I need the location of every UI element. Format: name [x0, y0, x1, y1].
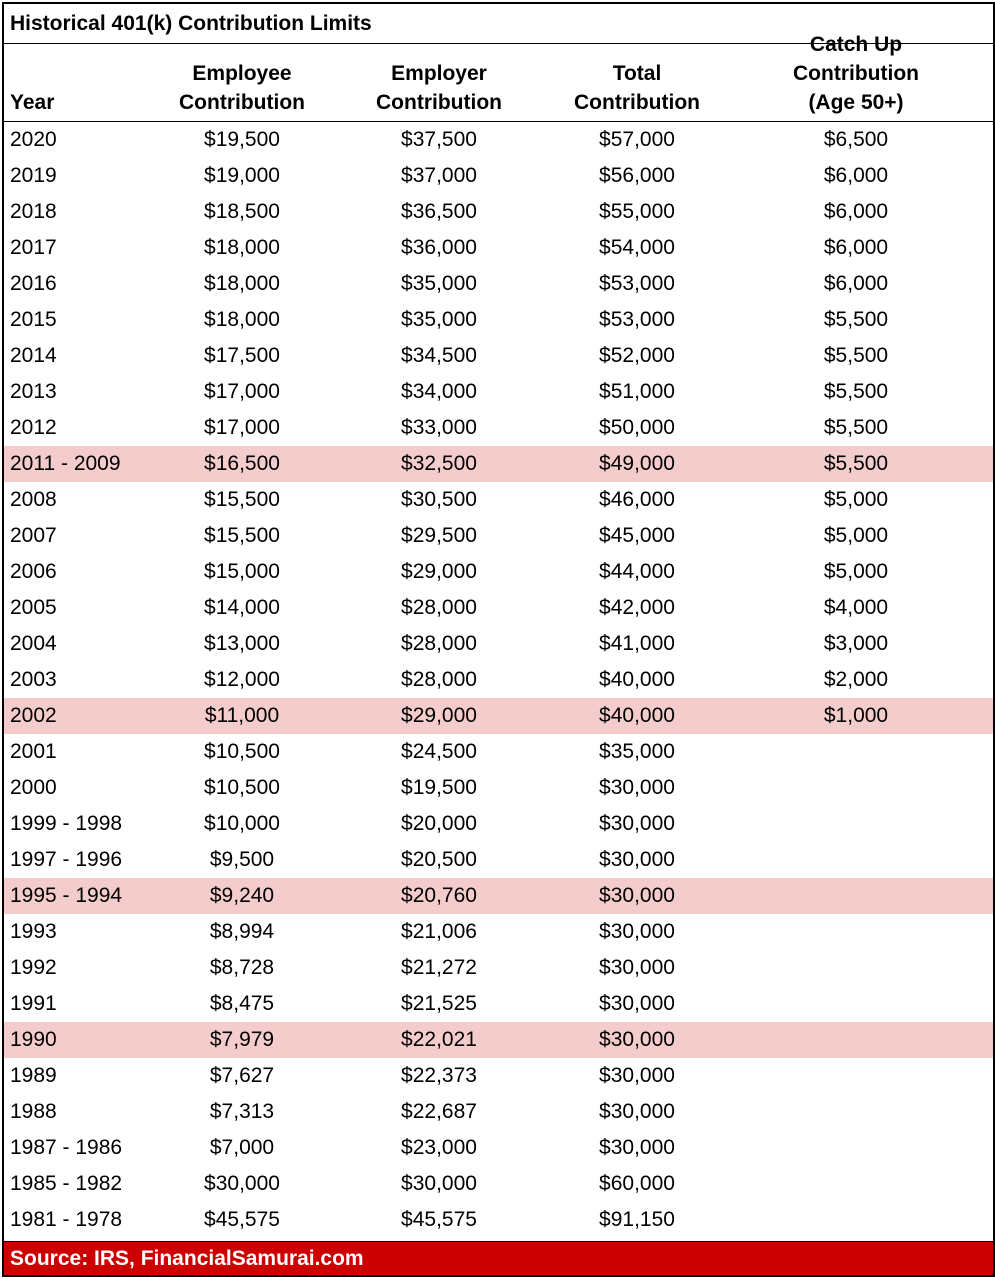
year-cell: 2014	[10, 344, 57, 367]
year-cell: 1988	[10, 1100, 57, 1123]
table-row	[4, 1202, 993, 1238]
year-cell: 2011 - 2009	[10, 452, 121, 475]
employer-contribution-cell: $29,000	[401, 560, 477, 583]
year-cell: 1992	[10, 956, 57, 979]
employer-contribution-cell: $22,021	[401, 1028, 477, 1051]
header-total-line1: Total	[612, 62, 662, 85]
table-row	[4, 374, 993, 410]
employee-contribution-cell: $17,000	[204, 416, 280, 439]
year-cell: 1990	[10, 1028, 57, 1051]
catch-up-contribution-cell: $5,500	[823, 380, 889, 403]
table-row	[4, 518, 993, 554]
total-contribution-cell: $35,000	[599, 740, 675, 763]
catch-up-contribution-cell: $5,500	[823, 416, 889, 439]
header-total	[527, 59, 747, 117]
table-row	[4, 1094, 993, 1130]
total-contribution-cell: $30,000	[599, 956, 675, 979]
employee-contribution-cell: $7,979	[209, 1028, 275, 1051]
header-year-line2: Year	[10, 91, 55, 114]
year-cell: 2006	[10, 560, 57, 583]
year-cell: 2000	[10, 776, 57, 799]
header-catch-up	[746, 30, 966, 117]
employer-contribution-cell: $23,000	[401, 1136, 477, 1159]
total-contribution-cell: $30,000	[599, 848, 675, 871]
employer-contribution-cell: $20,500	[401, 848, 477, 871]
employer-contribution-cell: $37,500	[401, 128, 477, 151]
employer-contribution-cell: $35,000	[401, 272, 477, 295]
year-cell: 1997 - 1996	[10, 848, 123, 871]
employer-contribution-cell: $37,000	[401, 164, 477, 187]
employee-contribution-cell: $9,240	[209, 884, 275, 907]
employee-contribution-cell: $18,000	[204, 272, 280, 295]
employer-contribution-cell: $30,500	[401, 488, 477, 511]
total-contribution-cell: $30,000	[599, 1100, 675, 1123]
total-contribution-cell: $91,150	[599, 1208, 675, 1231]
total-contribution-cell: $30,000	[599, 776, 675, 799]
header-year	[10, 88, 110, 117]
table-row	[4, 554, 993, 590]
total-contribution-cell: $60,000	[599, 1172, 675, 1195]
year-cell: 2020	[10, 128, 57, 151]
table-row	[4, 122, 993, 158]
year-cell: 2015	[10, 308, 57, 331]
employee-contribution-cell: $10,000	[204, 812, 280, 835]
catch-up-contribution-cell: $3,000	[823, 632, 889, 655]
catch-up-contribution-cell: $5,000	[823, 560, 889, 583]
employer-contribution-cell: $35,000	[401, 308, 477, 331]
year-cell: 2001	[10, 740, 57, 763]
year-cell: 1991	[10, 992, 57, 1015]
employer-contribution-cell: $36,500	[401, 200, 477, 223]
employee-contribution-cell: $10,500	[204, 776, 280, 799]
employee-contribution-cell: $14,000	[204, 596, 280, 619]
table-row	[4, 698, 993, 734]
total-contribution-cell: $56,000	[599, 164, 675, 187]
total-contribution-cell: $57,000	[599, 128, 675, 151]
catch-up-contribution-cell: $6,000	[823, 236, 889, 259]
employer-contribution-cell: $45,575	[401, 1208, 477, 1231]
catch-up-contribution-cell: $6,000	[823, 200, 889, 223]
employer-contribution-cell: $19,500	[401, 776, 477, 799]
table-row	[4, 194, 993, 230]
total-contribution-cell: $42,000	[599, 596, 675, 619]
year-cell: 1985 - 1982	[10, 1172, 123, 1195]
employer-contribution-cell: $29,000	[401, 704, 477, 727]
employee-contribution-cell: $7,000	[209, 1136, 275, 1159]
year-cell: 2007	[10, 524, 57, 547]
catch-up-contribution-cell: $5,000	[823, 524, 889, 547]
employee-contribution-cell: $15,500	[204, 488, 280, 511]
year-cell: 2019	[10, 164, 57, 187]
total-contribution-cell: $30,000	[599, 920, 675, 943]
employee-contribution-cell: $30,000	[204, 1172, 280, 1195]
total-contribution-cell: $53,000	[599, 308, 675, 331]
header-employee-line2: Contribution	[179, 91, 305, 114]
total-contribution-cell: $30,000	[599, 1028, 675, 1051]
employee-contribution-cell: $18,500	[204, 200, 280, 223]
employee-contribution-cell: $13,000	[204, 632, 280, 655]
total-contribution-cell: $40,000	[599, 668, 675, 691]
table-row	[4, 158, 993, 194]
employer-contribution-cell: $34,500	[401, 344, 477, 367]
table-row	[4, 878, 993, 914]
year-cell: 1995 - 1994	[10, 884, 123, 907]
table-body	[4, 122, 993, 1238]
table-row	[4, 590, 993, 626]
employer-contribution-cell: $28,000	[401, 596, 477, 619]
year-cell: 1993	[10, 920, 57, 943]
catch-up-contribution-cell: $4,000	[823, 596, 889, 619]
year-cell: 2005	[10, 596, 57, 619]
employee-contribution-cell: $19,000	[204, 164, 280, 187]
table-row	[4, 1166, 993, 1202]
total-contribution-cell: $53,000	[599, 272, 675, 295]
employee-contribution-cell: $45,575	[204, 1208, 280, 1231]
catch-up-contribution-cell: $5,000	[823, 488, 889, 511]
employer-contribution-cell: $36,000	[401, 236, 477, 259]
contribution-limits-table	[2, 2, 995, 1277]
employee-contribution-cell: $16,500	[204, 452, 280, 475]
table-row	[4, 842, 993, 878]
table-row	[4, 302, 993, 338]
employer-contribution-cell: $20,000	[401, 812, 477, 835]
employee-contribution-cell: $15,000	[204, 560, 280, 583]
employer-contribution-cell: $28,000	[401, 632, 477, 655]
employee-contribution-cell: $15,500	[204, 524, 280, 547]
employer-contribution-cell: $28,000	[401, 668, 477, 691]
employer-contribution-cell: $30,000	[401, 1172, 477, 1195]
total-contribution-cell: $45,000	[599, 524, 675, 547]
employee-contribution-cell: $11,000	[204, 704, 280, 727]
catch-up-contribution-cell: $5,500	[823, 452, 889, 475]
year-cell: 2002	[10, 704, 57, 727]
header-employee-line1: Employee	[192, 62, 292, 85]
total-contribution-cell: $51,000	[599, 380, 675, 403]
table-row	[4, 662, 993, 698]
employee-contribution-cell: $8,728	[209, 956, 275, 979]
total-contribution-cell: $50,000	[599, 416, 675, 439]
header-employee	[132, 59, 352, 117]
employer-contribution-cell: $20,760	[401, 884, 477, 907]
total-contribution-cell: $30,000	[599, 1064, 675, 1087]
table-row	[4, 986, 993, 1022]
header-employer-line2: Contribution	[376, 91, 502, 114]
total-contribution-cell: $54,000	[599, 236, 675, 259]
employer-contribution-cell: $32,500	[401, 452, 477, 475]
employee-contribution-cell: $17,000	[204, 380, 280, 403]
table-row	[4, 338, 993, 374]
table-row	[4, 914, 993, 950]
total-contribution-cell: $30,000	[599, 992, 675, 1015]
year-cell: 2016	[10, 272, 57, 295]
catch-up-contribution-cell: $5,500	[823, 308, 889, 331]
total-contribution-cell: $41,000	[599, 632, 675, 655]
employer-contribution-cell: $22,687	[401, 1100, 477, 1123]
table-row	[4, 626, 993, 662]
header-total-line2: Contribution	[574, 91, 700, 114]
table-row	[4, 806, 993, 842]
header-employer-line1: Employer	[391, 62, 487, 85]
total-contribution-cell: $40,000	[599, 704, 675, 727]
table-row	[4, 410, 993, 446]
table-row	[4, 1058, 993, 1094]
year-cell: 2012	[10, 416, 57, 439]
employee-contribution-cell: $18,000	[204, 236, 280, 259]
header-catch-up-line2: (Age 50+)	[808, 91, 904, 114]
catch-up-contribution-cell: $2,000	[823, 668, 889, 691]
year-cell: 2008	[10, 488, 57, 511]
employee-contribution-cell: $7,313	[209, 1100, 275, 1123]
year-cell: 2018	[10, 200, 57, 223]
table-row	[4, 230, 993, 266]
source-footer: Source: IRS, FinancialSamurai.com	[4, 1241, 993, 1275]
employer-contribution-cell: $34,000	[401, 380, 477, 403]
employee-contribution-cell: $12,000	[204, 668, 280, 691]
catch-up-contribution-cell: $5,500	[823, 344, 889, 367]
employee-contribution-cell: $19,500	[204, 128, 280, 151]
employee-contribution-cell: $8,475	[209, 992, 275, 1015]
total-contribution-cell: $46,000	[599, 488, 675, 511]
employer-contribution-cell: $29,500	[401, 524, 477, 547]
catch-up-contribution-cell: $6,000	[823, 272, 889, 295]
year-cell: 2004	[10, 632, 57, 655]
year-cell: 2003	[10, 668, 57, 691]
total-contribution-cell: $49,000	[599, 452, 675, 475]
table-row	[4, 266, 993, 302]
employee-contribution-cell: $17,500	[204, 344, 280, 367]
table-row	[4, 446, 993, 482]
employer-contribution-cell: $24,500	[401, 740, 477, 763]
table-row	[4, 770, 993, 806]
employee-contribution-cell: $7,627	[209, 1064, 275, 1087]
employer-contribution-cell: $21,272	[401, 956, 477, 979]
year-cell: 1981 - 1978	[10, 1208, 123, 1231]
total-contribution-cell: $55,000	[599, 200, 675, 223]
catch-up-contribution-cell: $6,500	[823, 128, 889, 151]
table-row	[4, 950, 993, 986]
catch-up-contribution-cell: $1,000	[823, 704, 889, 727]
employee-contribution-cell: $8,994	[209, 920, 275, 943]
catch-up-contribution-cell: $6,000	[823, 164, 889, 187]
employer-contribution-cell: $33,000	[401, 416, 477, 439]
employee-contribution-cell: $18,000	[204, 308, 280, 331]
total-contribution-cell: $30,000	[599, 1136, 675, 1159]
employer-contribution-cell: $21,525	[401, 992, 477, 1015]
year-cell: 1999 - 1998	[10, 812, 123, 835]
employer-contribution-cell: $21,006	[401, 920, 477, 943]
year-cell: 2017	[10, 236, 57, 259]
table-row	[4, 734, 993, 770]
table-header	[4, 33, 993, 122]
total-contribution-cell: $30,000	[599, 884, 675, 907]
employee-contribution-cell: $10,500	[204, 740, 280, 763]
year-cell: 1987 - 1986	[10, 1136, 123, 1159]
table-row	[4, 1130, 993, 1166]
header-catch-up-line1: Catch Up Contribution	[793, 33, 919, 85]
employer-contribution-cell: $22,373	[401, 1064, 477, 1087]
year-cell: 1989	[10, 1064, 57, 1087]
table-row	[4, 1022, 993, 1058]
employee-contribution-cell: $9,500	[209, 848, 275, 871]
table-row	[4, 482, 993, 518]
year-cell: 2013	[10, 380, 57, 403]
total-contribution-cell: $44,000	[599, 560, 675, 583]
table-title: Historical 401(k) Contribution Limits	[4, 4, 993, 44]
header-employer	[329, 59, 549, 117]
total-contribution-cell: $30,000	[599, 812, 675, 835]
total-contribution-cell: $52,000	[599, 344, 675, 367]
